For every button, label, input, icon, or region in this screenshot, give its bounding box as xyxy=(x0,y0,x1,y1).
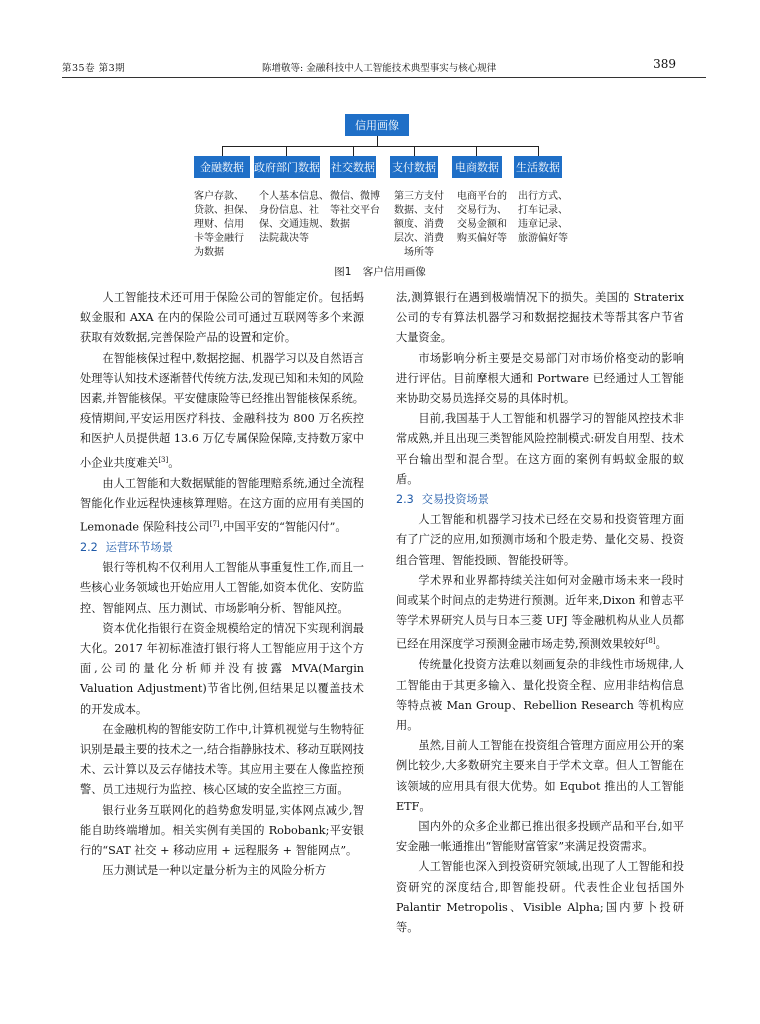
paragraph-text: ,中国平安的“智能闪付”。 xyxy=(219,520,347,534)
connector-drop xyxy=(222,146,223,156)
paragraph-text: 在智能核保过程中,数据挖掘、机器学习以及自然语言处理等认知技术逐渐替代传统方法,发现已知和未知的风险因素,并智能核保。平安健康险等已经推出智能核保系统。疫情期间,平安运用医疗科技、金融科技为 800 万名疾控和医护人员提供超 13.6 万亿专属保险保障,支持数万家中小企业共度难关 xyxy=(80,351,364,470)
category-ecommerce-data: 电商数据 xyxy=(452,156,502,178)
paragraph: 国内外的众多企业都已推出很多投顾产品和平台,如平安金融一帐通推出“智能财富管家”来满足投资需求。 xyxy=(396,820,684,854)
right-column xyxy=(396,288,684,938)
connector-drop xyxy=(538,146,539,156)
paragraph xyxy=(80,474,364,538)
figure-caption-text: 客户信用画像 xyxy=(362,266,426,278)
page-header xyxy=(0,0,760,78)
category-desc-life: 出行方式、 打车记录、 违章记录、 旅游偏好等 xyxy=(518,191,568,244)
category-desc-social: 微信、微博 等社交平台 数据 xyxy=(330,191,380,230)
paragraph: 人工智能也深入到投资研究领域,出现了人工智能和投资研究的深度结合,即智能投研。代表性企业包括国外 Palantir Metropolis、Visible Alpha;国内萝卜投研等。 xyxy=(396,860,684,935)
paragraph-text: 由人工智能和大数据赋能的智能理赔系统,通过全流程智能化作业远程快速核算理赔。在这方面的应用有美国的 Lemonade 保险科技公司 xyxy=(80,476,364,534)
paragraph: 法,测算银行在遇到极端情况下的损失。美国的 Straterix 公司的专有算法机器学习和数据挖掘技术等帮其客户节省大量资金。 xyxy=(396,291,684,345)
section-heading xyxy=(396,490,684,510)
running-title: 陈增敬等: 金融科技中人工智能技术典型事实与核心规律 xyxy=(262,63,497,74)
paragraph: 传统量化投资方法难以刻画复杂的非线性市场规律,人工智能由于其更多输入、量化投资全程、应用非结构信息等特点被 Man Group、Rebellion Research 等机构应用。 xyxy=(396,658,684,732)
figure-credit-profile xyxy=(0,110,760,290)
journal-volume-issue: 第35卷 第3期 xyxy=(62,63,126,74)
citation: [7] xyxy=(209,519,220,528)
connector-drop xyxy=(414,146,415,156)
figure-caption xyxy=(0,264,760,279)
connector-drop xyxy=(353,146,354,156)
paragraph-text: 。 xyxy=(168,456,180,470)
connector-drop xyxy=(286,146,287,156)
category-finance-data: 金融数据 xyxy=(194,156,250,178)
category-desc-ecommerce: 电商平台的 交易行为、 交易金额和 购买偏好等 xyxy=(457,191,507,244)
connector-horizontal xyxy=(222,146,538,147)
category-life-data: 生活数据 xyxy=(514,156,562,178)
category-desc-payment: 第三方支付 数据、支付 额度、消费 层次、消费 场所等 xyxy=(394,191,444,258)
section-heading xyxy=(80,538,364,558)
category-government-data: 政府部门数据 xyxy=(254,156,320,178)
citation: [3] xyxy=(158,455,169,464)
category-payment-data: 支付数据 xyxy=(390,156,438,178)
section-title: 交易投资场景 xyxy=(421,493,489,507)
connector-drop xyxy=(476,146,477,156)
paragraph: 市场影响分析主要是交易部门对市场价格变动的影响进行评估。目前摩根大通和 Portware 已经通过人工智能来协助交易员选择交易的具体时机。 xyxy=(396,351,684,406)
citation: [8] xyxy=(645,637,656,646)
category-desc-government: 个人基本信息、 身份信息、社 保、交通违规、 法院裁决等 xyxy=(259,191,329,244)
paragraph: 压力测试是一种以定量分析为主的风险分析方 xyxy=(102,864,327,878)
paragraph: 资本优化指银行在资金规模给定的情况下实现利润最大化。2017 年初标准渣打银行将人工智能应用于这个方面,公司的量化分析师并没有披露 MVA(Margin Valuation Adjustment)节省比例,但结果足以覆盖技术的开发成本。 xyxy=(80,621,364,716)
figure-root-node: 信用画像 xyxy=(345,114,409,136)
header-rule xyxy=(62,77,706,78)
paragraph: 银行等机构不仅利用人工智能从事重复性工作,而且一些核心业务领域也开始应用人工智能,如资本优化、安防监控、智能网点、压力测试、市场影响分析、智能风控。 xyxy=(80,561,364,615)
paragraph: 人工智能技术还可用于保险公司的智能定价。包括蚂蚁金服和 AXA 在内的保险公司可通过互联网等多个来源获取有效数据,完善保险产品的设置和定价。 xyxy=(80,291,364,345)
paragraph-text: 学术界和业界都持续关注如何对金融市场未来一段时间或某个时间点的走势进行预测。近年来,Dixon 和曾志平等学术界研究人员与日本三菱 UFJ 等金融机构从业人员都已经在用深度学习预测金融市场走势,预测效果较好 xyxy=(396,573,684,652)
section-number: 2.3 xyxy=(396,493,414,507)
category-social-data: 社交数据 xyxy=(330,156,376,178)
section-number: 2.2 xyxy=(80,540,98,554)
category-desc-finance: 客户存款、 贷款、担保、 理财、信用 卡等金融行 为数据 xyxy=(194,191,254,258)
left-column xyxy=(80,288,364,881)
paragraph: 银行业务互联网化的趋势愈发明显,实体网点减少,智能自助终端增加。相关实例有美国的 Robobank;平安银行的“SAT 社交 + 移动应用 + 远程服务 + 智能网点”。 xyxy=(80,803,364,857)
connector-vertical xyxy=(377,136,378,146)
paragraph xyxy=(80,349,364,474)
section-title: 运营环节场景 xyxy=(105,540,173,554)
paragraph: 虽然,目前人工智能在投资组合管理方面应用公开的案例比较少,大多数研究主要来自于学术文章。但人工智能在该领域的应用具有很大优势。如 Equbot 推出的人工智能 ETF。 xyxy=(396,739,684,813)
figure-caption-number: 图1 xyxy=(334,266,352,278)
paragraph: 目前,我国基于人工智能和机器学习的智能风控技术非常成熟,并且出现三类智能风险控制模式:研发自用型、技术平台输出型和混合型。在这方面的案例有蚂蚁金服的蚁盾。 xyxy=(396,412,684,486)
paragraph xyxy=(396,571,684,656)
page-number: 389 xyxy=(653,57,676,71)
paragraph-text: 。 xyxy=(655,638,667,652)
paragraph: 人工智能和机器学习技术已经在交易和投资管理方面有了广泛的应用,如预测市场和个股走势、量化交易、投资组合管理、智能投顾、智能投研等。 xyxy=(396,513,684,567)
paragraph: 在金融机构的智能安防工作中,计算机视觉与生物特征识别是最主要的技术之一,结合指静脉技术、移动互联网技术、云计算以及云存储技术等。其应用主要在人像监控预警、员工违规行为监控、核心区域的安全监控三方面。 xyxy=(80,722,364,797)
